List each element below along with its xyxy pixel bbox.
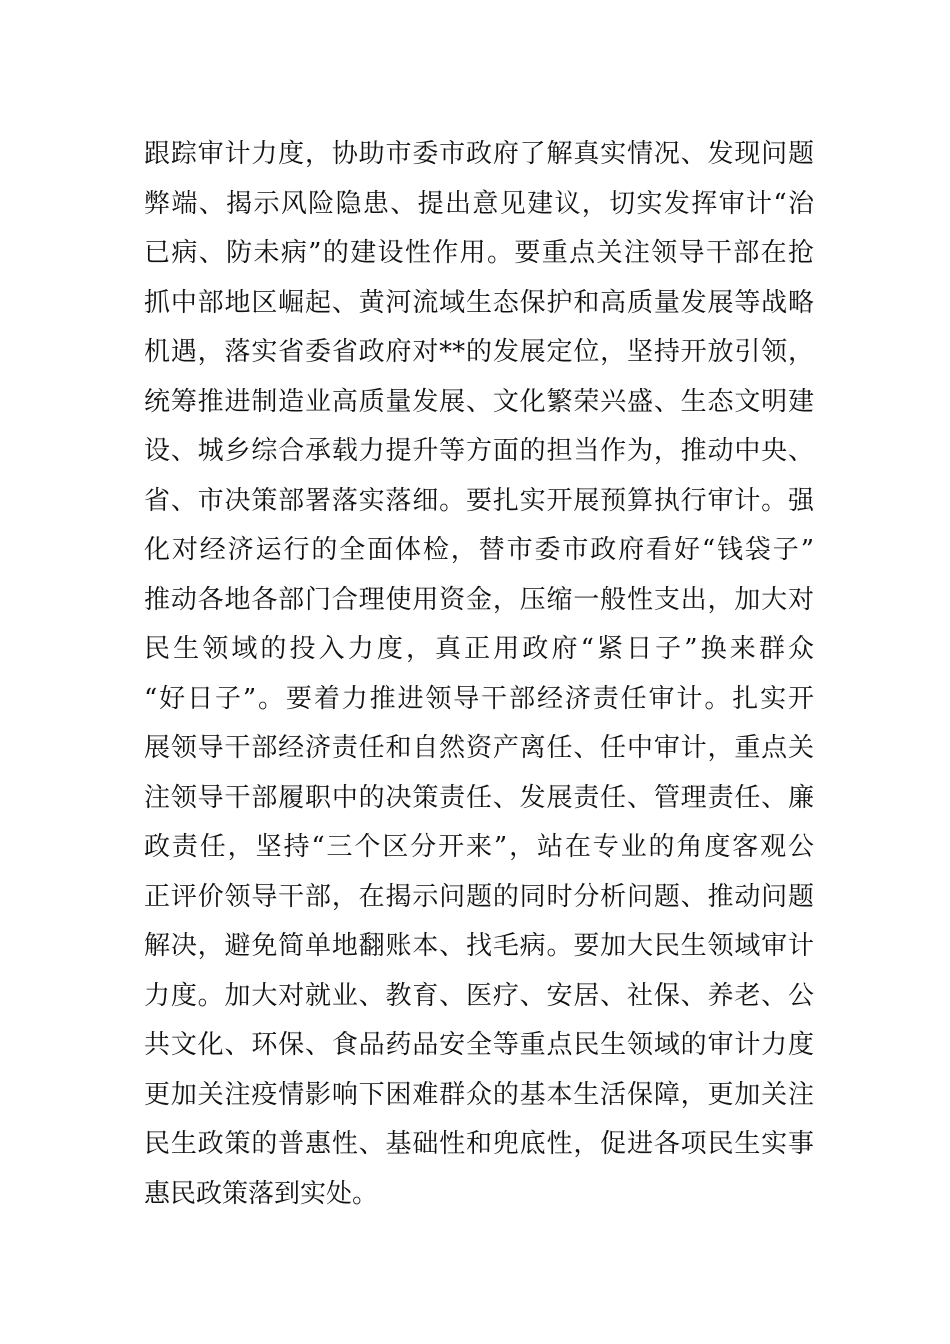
text-line: 省、市决策部署落实落细。要扎实开展预算执行审计。强	[144, 485, 814, 516]
text-line: 政责任，坚持“三个区分开来”，站在专业的角度客观公	[144, 832, 814, 862]
text-line: “好日子”。要着力推进领导干部经济责任审计。扎实开	[144, 683, 814, 714]
text-line: 抓中部地区崛起、黄河流域生态保护和高质量发展等战略	[144, 287, 814, 318]
text-line: 展领导干部经济责任和自然资产离任、任中审计，重点关	[144, 733, 814, 763]
text-line: 推动各地各部门合理使用资金，压缩一般性支出，加大对	[144, 584, 814, 615]
text-line: 更加关注疫情影响下困难群众的基本生活保障，更加关注	[144, 1079, 814, 1110]
text-line: 机遇，落实省委省政府对**的发展定位，坚持开放引领，	[144, 337, 814, 367]
text-line: 统筹推进制造业高质量发展、文化繁荣兴盛、生态文明建	[144, 386, 814, 417]
text-line: 正评价领导干部，在揭示问题的同时分析问题、推动问题	[144, 881, 814, 912]
text-line: 民生领域的投入力度，真正用政府“紧日子”换来群众	[144, 634, 814, 664]
text-line: 跟踪审计力度，协助市委市政府了解真实情况、发现问题	[144, 139, 814, 169]
text-line: 共文化、环保、食品药品安全等重点民生领域的审计力度	[144, 1030, 814, 1060]
text-line: 注领导干部履职中的决策责任、发展责任、管理责任、廉	[144, 782, 814, 813]
text-line: 解决，避免简单地翻账本、找毛病。要加大民生领域审计	[144, 931, 814, 961]
text-line: 弊端、揭示风险隐患、提出意见建议，切实发挥审计“治	[144, 188, 814, 219]
text-line: 化对经济运行的全面体检，替市委市政府看好“钱袋子”	[144, 535, 814, 565]
text-line: 已病、防未病”的建设性作用。要重点关注领导干部在抢	[144, 238, 814, 268]
text-line: 设、城乡综合承载力提升等方面的担当作为，推动中央、	[144, 436, 814, 466]
body-paragraph	[144, 130, 814, 1219]
text-line: 力度。加大对就业、教育、医疗、安居、社保、养老、公	[144, 980, 814, 1011]
text-line: 民生政策的普惠性、基础性和兜底性，促进各项民生实事	[144, 1129, 814, 1159]
text-line: 惠民政策落到实处。	[144, 1178, 379, 1209]
